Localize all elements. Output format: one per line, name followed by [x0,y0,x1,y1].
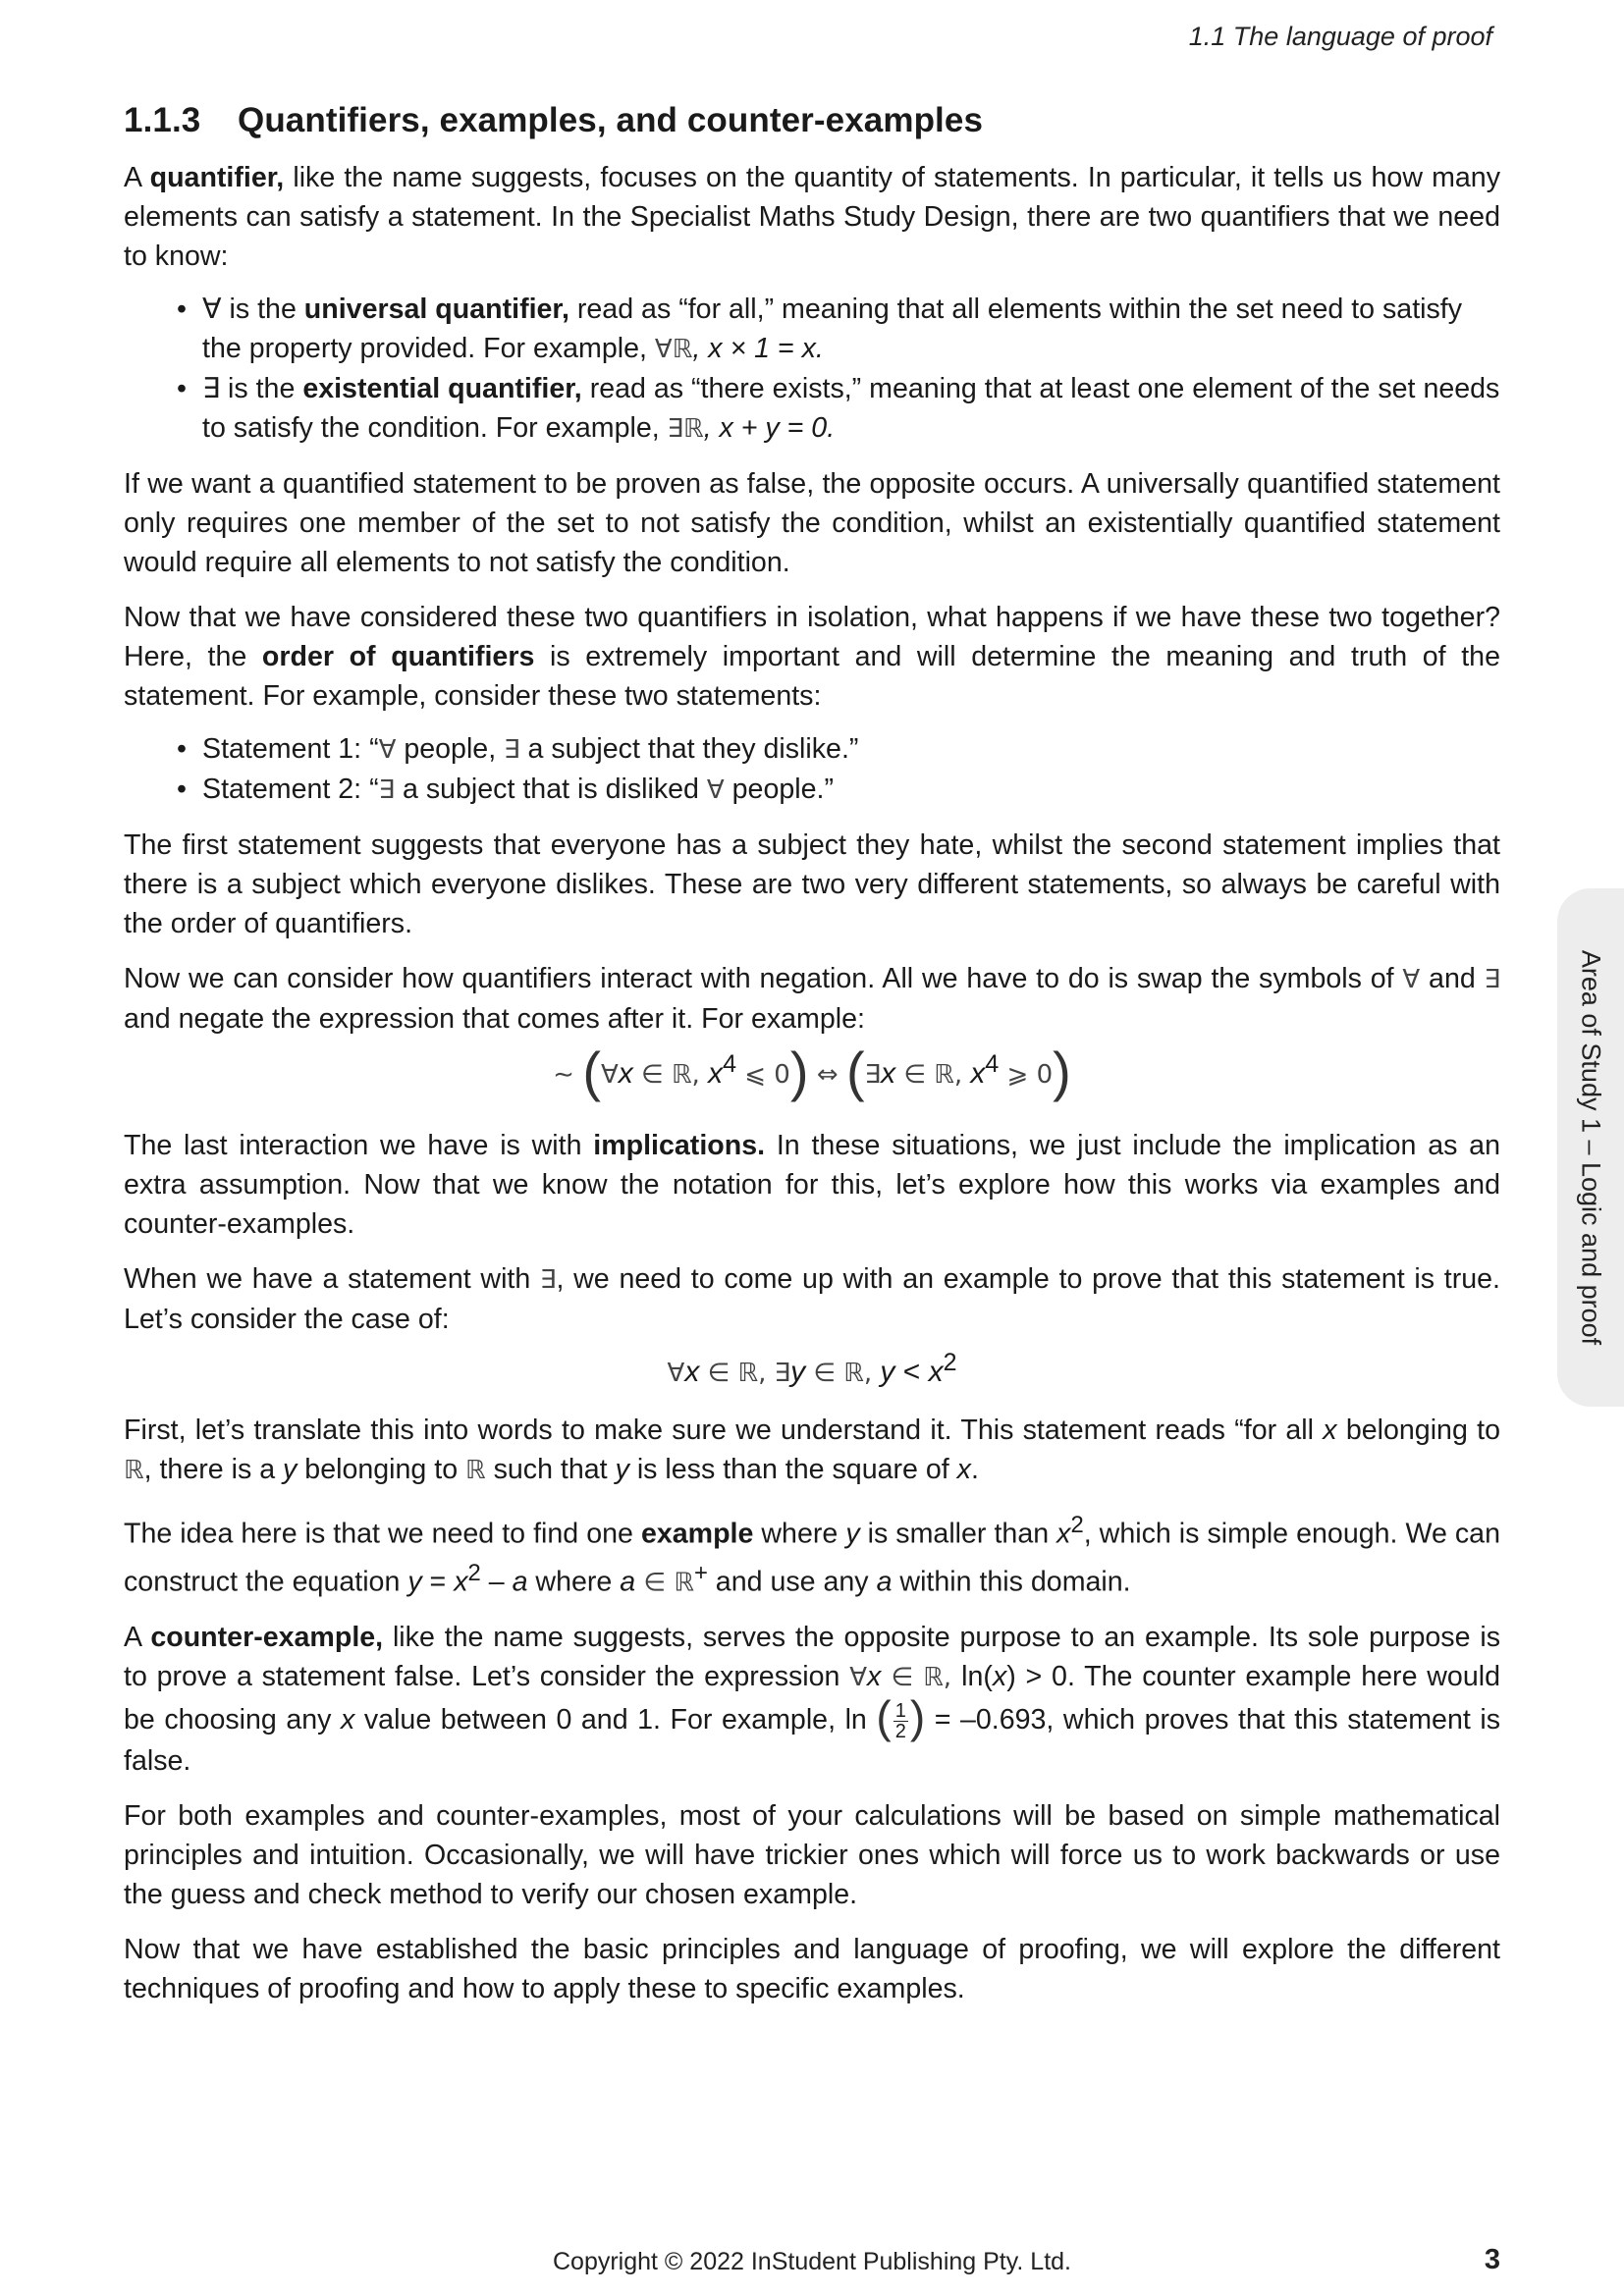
copyright-footer: Copyright © 2022 InStudent Publishing Pty. Ltd. [552,2248,1071,2275]
translate-paragraph: First, let’s translate this into words to make sure we understand it. This statement reads “for all x belonging to ℝ, there is a y belonging to ℝ such that y is less than the square of x. [124,1415,1500,1485]
counter-example-paragraph: A counter-example, like the name suggests, serves the opposite purpose to an example. Its sole purpose is to prove a statement false. Let’s consider the expression ∀x ∈ ℝ, ln(x) > 0. The counter example here would be choosing any x value between 0 and 1. For example, ln ( $\frac{1}{2}$ ) = –0.693, which proves that this statement is false. [124,1622,1501,1777]
first-statement-paragraph: The first statement suggests that everyone has a subject they hate, whilst the second statement implies that there is a subject which everyone dislikes. These are two very different statements, so always be careful with the order of quantifiers. [124,829,1500,939]
term-quantifier: quantifier, [149,162,285,193]
implications-paragraph: The last interaction we have is with implications. In these situations, we just include the implication as an extra assumption. Now that we know the notation for this, let’s explore how this works via examples and counter-examples. [124,1130,1500,1240]
intro-paragraph: A quantifier, like the name suggests, focuses on the quantity of statements. In particular, it tells us how many elements can satisfy a statement. In the Specialist Maths Study Design, there are two quantifiers that we need to know: [124,162,1500,272]
fraction-one-half: $\frac{1}{2}$ [894,1700,906,1742]
list-item-statement-1: • Statement 1: “∀ people, ∃ a subject that they dislike.” [177,733,859,765]
negation-equation: ∼ (∀x ∈ ℝ, $x^4$ ⩽ 0) ⇔ (∃x ∈ ℝ, $x^4$ ⩾ 0) [553,1041,1071,1102]
list-item-statement-2: • Statement 2: “∃ a subject that is disliked ∀ people.” [177,774,834,805]
page-content [124,101,1500,2024]
term-existential-quantifier: existential quantifier, [302,373,582,404]
term-counter-example: counter-example, [150,1622,384,1654]
section-number: 1.1.3 [124,101,201,139]
both-examples-paragraph: For both examples and counter-examples, most of your calculations will be based on simple mathematical principles and intuition. Occasionally, we will have trickier ones which will force us to work backwards or use the guess and check method to verify our chosen example. [124,1800,1500,1910]
final-paragraph: Now that we have established the basic principles and language of proofing, we will explore the different techniques of proofing and how to apply these to specific examples. [124,1934,1500,2004]
statement-list [124,729,1500,810]
forall-symbol: ∀ [202,294,222,325]
term-implications: implications. [593,1130,766,1161]
false-statement-paragraph: If we want a quantified statement to be proven as false, the opposite occurs. A universally quantified statement only requires one member of the set to not satisfy the condition, whilst an existentially quantified statement would require all elements to not satisfy the condition. [124,468,1500,578]
side-tab-label: Area of Study 1 – Logic and proof [1576,949,1606,1346]
exists-paragraph: When we have a statement with ∃, we need to come up with an example to prove that this statement is true. Let’s consider the case of: [124,1263,1501,1335]
negation-paragraph: Now we can consider how quantifiers interact with negation. All we have to do is swap the symbols of ∀ and ∃ and negate the expression that comes after it. For example: [124,963,1501,1035]
list-item-existential: • ∃ is the existential quantifier, read as “there exists,” meaning that at least one element of the set needs to satisfy the condition. For example, ∃ℝ, x + y = 0. [177,373,1500,444]
order-paragraph: Now that we have considered these two quantifiers in isolation, what happens if we have these two together? Here, the order of quantifiers is extremely important and will determine the meaning and truth of the statement. For example, consider these two statements: [124,602,1500,712]
term-order-of-quantifiers: order of quantifiers [261,641,535,672]
side-tab [1557,888,1624,1407]
term-example: example [640,1518,754,1550]
list-item-universal: • ∀ is the universal quantifier, read as “for all,” meaning that all elements within the set need to satisfy the property provided. For example, ∀ℝ, x × 1 = x. [177,294,1463,364]
term-universal-quantifier: universal quantifier, [303,294,569,325]
page-number: 3 [1484,2244,1500,2275]
quantifier-list [124,290,1500,449]
idea-paragraph: The idea here is that we need to find one example where y is smaller than $x^2$, which is simple enough. We can construct the equation $y = x^2 - a$ where a ∈ ℝ+ and use any a within this domain. [124,1512,1500,1598]
exists-symbol: ∃ [202,373,221,404]
running-head: 1.1 The language of proof [1188,22,1492,51]
section-title: Quantifiers, examples, and counter-examples [238,101,984,139]
case-equation: ∀x ∈ ℝ, ∃y ∈ ℝ, $y < x^2$ [667,1349,957,1388]
section-heading [124,101,1500,140]
